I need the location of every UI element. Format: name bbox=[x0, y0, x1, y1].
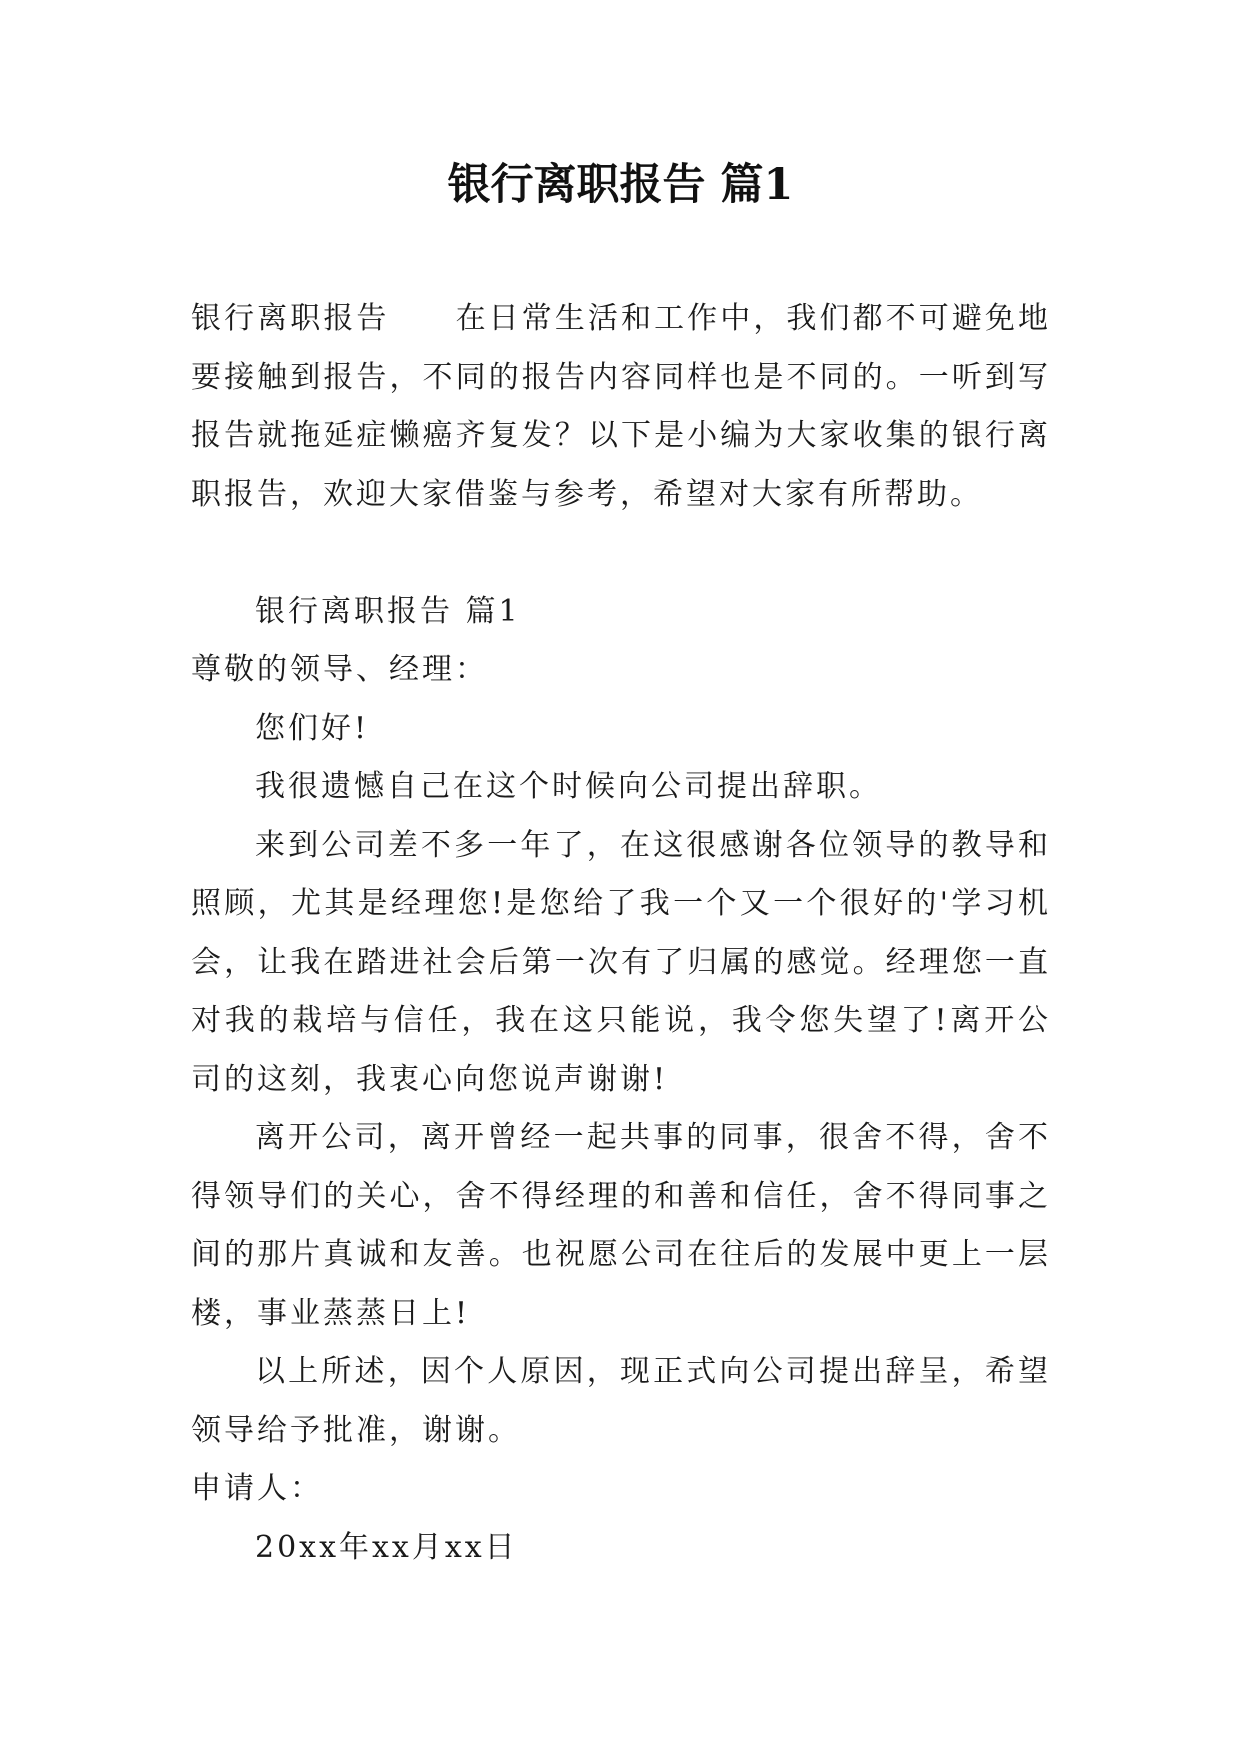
body-paragraph: 我很遗憾自己在这个时候向公司提出辞职。 bbox=[255, 769, 882, 804]
greeting: 您们好! bbox=[255, 710, 370, 746]
salutation: 尊敬的领导、经理： bbox=[191, 652, 488, 687]
document-body bbox=[191, 290, 1051, 1577]
signature-date: 20xx年xx月xx日 bbox=[255, 1529, 518, 1565]
body-paragraph: 离开公司，离开曾经一起共事的同事，很舍不得，舍不得领导们的关心，舍不得经理的和善和信任，舍不得同事之间的那片真诚和友善。也祝愿公司在往后的发展中更上一层楼，事业蒸蒸日上! bbox=[191, 1120, 1051, 1331]
intro-text: 在日常生活和工作中，我们都不可避免地要接触到报告，不同的报告内容同样也是不同的。一听到写报告就拖延症懒癌齐复发？以下是小编为大家收集的银行离职报告，欢迎大家借鉴与参考，希望对大家有所帮助。 bbox=[191, 301, 1051, 512]
applicant-label: 申请人： bbox=[191, 1471, 323, 1506]
intro-paragraph bbox=[191, 290, 1051, 524]
intro-lead: 银行离职报告 bbox=[191, 301, 390, 336]
document-title: 银行离职报告 篇1 bbox=[447, 160, 794, 210]
paragraph-spacer bbox=[191, 524, 1051, 583]
section-heading: 银行离职报告 篇1 bbox=[255, 593, 521, 629]
body-paragraph: 以上所述，因个人原因，现正式向公司提出辞呈，希望领导给予批准，谢谢。 bbox=[191, 1354, 1051, 1448]
body-paragraph: 来到公司差不多一年了，在这很感谢各位领导的教导和照顾，尤其是经理您!是您给了我一个又一个很好的'学习机会，让我在踏进社会后第一次有了归属的感觉。经理您一直对我的栽培与信任，我在这只能说，我令您失望了!离开公司的这刻，我衷心向您说声谢谢! bbox=[191, 827, 1051, 1097]
